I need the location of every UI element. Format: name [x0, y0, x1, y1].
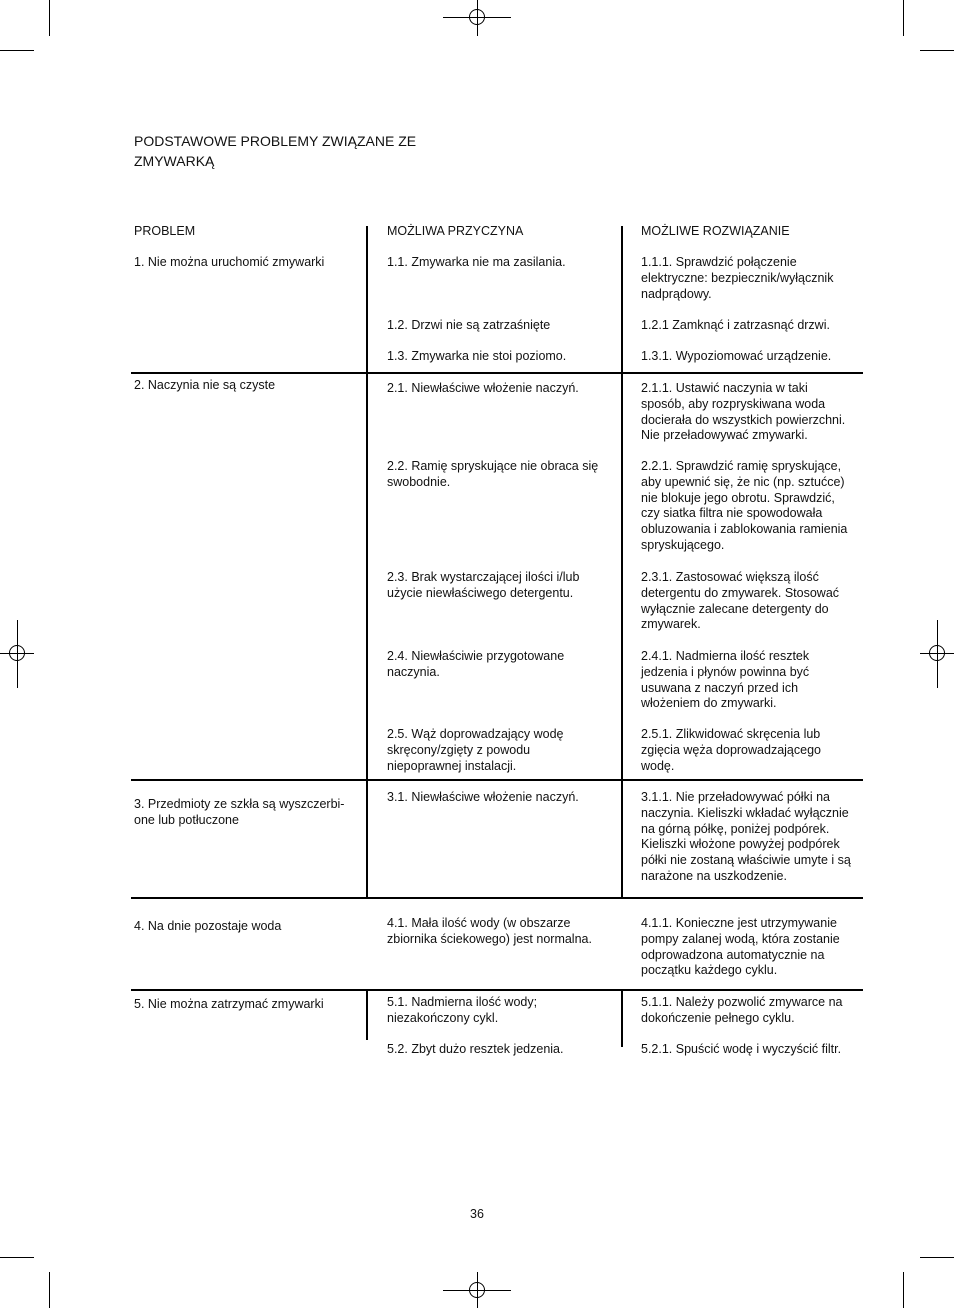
- cause-item: 1.3. Zmywarka nie stoi poziomo.: [387, 349, 567, 363]
- solution-item: 2.1.1. Ustawić naczynia w taki sposób, aby rozpryskiwana woda docierała do wszystkich powierzchni. Nie przeładowywać zmywarki.: [641, 381, 846, 443]
- cause-item: 2.4. Niewłaściwie przygotowane naczynia.: [387, 649, 565, 679]
- column-header-cause: MOŻLIWA PRZYCZYNA: [387, 224, 524, 238]
- solution-item: 5.2.1. Spuścić wodę i wyczyścić filtr.: [641, 1042, 842, 1056]
- cause-item: 1.1. Zmywarka nie ma zasilania.: [387, 255, 566, 269]
- cause-item: 2.5. Wąż doprowadzający wodę skręcony/zgięty z powodu niepoprawnej instalacji.: [387, 727, 564, 773]
- solution-item: 2.4.1. Nadmierna ilość resztek jedzenia i płynów powinna być usuwana z naczyń przed ich włożeniem do zmywarki.: [641, 649, 810, 711]
- solution-item: 2.5.1. Zlikwidować skręcenia lub zgięcia węża doprowadzającego wodę.: [641, 727, 821, 773]
- solution-item: 4.1.1. Konieczne jest utrzymywanie pompy zalanej wodą, która zostanie odprowadzona automatycznie na początku każdego cyklu.: [641, 916, 840, 978]
- solution-item: 5.1.1. Należy pozwolić zmywarce na dokończenie pełnego cyklu.: [641, 995, 843, 1025]
- cause-item: 4.1. Mała ilość wody (w obszarze zbiornika ściekowego) jest normalna.: [387, 916, 592, 946]
- solution-item: 3.1.1. Nie przeładowywać półki na naczynia. Kieliszki wkładać wyłącznie na górną półkę, poniżej podpórek. Kieliszki włożone powyżej podpórek półki nie zostaną właściwie umyte i są narażone na uszkodzenie.: [641, 790, 851, 883]
- problem-item: 1. Nie można uruchomić zmywarki: [134, 255, 325, 269]
- solution-item: 2.3.1. Zastosować większą ilość detergentu do zmywarek. Stosować wyłącznie zalecane detergenty do zmywarek.: [641, 570, 840, 632]
- problem-item: 4. Na dnie pozostaje woda: [134, 919, 282, 933]
- page-title: [134, 131, 416, 171]
- cause-item: 2.1. Niewłaściwe włożenie naczyń.: [387, 381, 579, 395]
- page-title-line-1: PODSTAWOWE PROBLEMY ZWIĄZANE ZE: [134, 133, 417, 149]
- page-title-line-2: ZMYWARKĄ: [134, 153, 215, 169]
- solution-item: 2.2.1. Sprawdzić ramię spryskujące, aby upewnić się, że nic (np. sztućce) nie blokuje jego obrotu. Sprawdzić, czy siatka filtra nie spowodowała obluzowania i zablokowania ramienia spryskującego.: [641, 459, 848, 552]
- page-number: 36: [470, 1207, 484, 1221]
- problem-item: 2. Naczynia nie są czyste: [134, 378, 276, 392]
- cause-item: 5.1. Nadmierna ilość wody; niezakończony cykl.: [387, 995, 538, 1025]
- column-header-problem: PROBLEM: [134, 224, 196, 238]
- column-header-solution: MOŻLIWE ROZWIĄZANIE: [641, 224, 790, 238]
- cause-item: 5.2. Zbyt dużo resztek jedzenia.: [387, 1042, 564, 1056]
- problem-item: 3. Przedmioty ze szkła są wyszczerbi- one lub potłuczone: [134, 797, 345, 827]
- cause-item: 2.2. Ramię spryskujące nie obraca się swobodnie.: [387, 459, 599, 489]
- cause-item: 2.3. Brak wystarczającej ilości i/lub użycie niewłaściwego detergentu.: [387, 570, 580, 600]
- solution-item: 1.2.1 Zamknąć i zatrzasnąć drzwi.: [641, 318, 830, 332]
- cause-item: 1.2. Drzwi nie są zatrzaśnięte: [387, 318, 551, 332]
- solution-item: 1.3.1. Wypoziomować urządzenie.: [641, 349, 832, 363]
- cause-item: 3.1. Niewłaściwe włożenie naczyń.: [387, 790, 579, 804]
- solution-item: 1.1.1. Sprawdzić połączenie elektryczne: bezpiecznik/wyłącznik nadprądowy.: [641, 255, 834, 301]
- problem-item: 5. Nie można zatrzymać zmywarki: [134, 997, 324, 1011]
